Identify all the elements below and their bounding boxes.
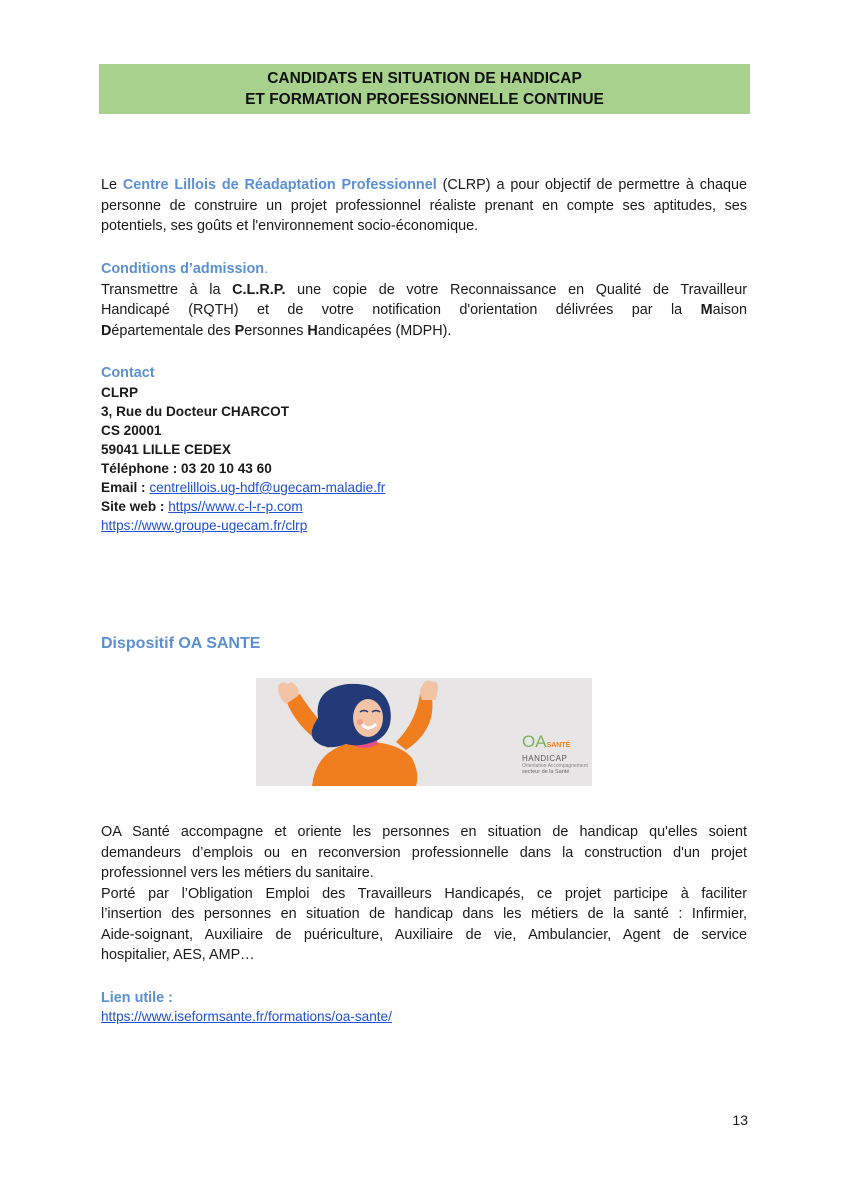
admission-line-2 xyxy=(101,300,747,321)
logo-sante: SANTÉ xyxy=(546,742,571,749)
contact-street: 3, Rue du Docteur CHARCOT xyxy=(101,404,290,419)
admission-text: ersonnes xyxy=(244,322,308,339)
admission-text: épartementale des xyxy=(111,322,235,339)
email-link[interactable]: centrelillois.ug-hdf@ugecam-maladie.fr xyxy=(149,480,386,495)
oa-p1-line-2: demandeurs d’emplois ou en reconversion professionnelle dans la construction d'un projet xyxy=(101,844,747,861)
clrp-abbrev: C.L.R.P. xyxy=(232,281,286,298)
admission-text: une copie de votre Reconnaissance en Qualité de Travailleur xyxy=(285,281,747,298)
oa-sante-banner-image xyxy=(256,678,592,786)
intro-prefix: Le xyxy=(101,177,123,193)
oa-heading: Dispositif OA SANTE xyxy=(101,635,261,652)
ugecam-link[interactable]: https://www.groupe-ugecam.fr/clrp xyxy=(101,518,308,533)
useful-link-row xyxy=(101,1007,747,1026)
intro-line-1-rest: (CLRP) a pour objectif de permettre à chaque xyxy=(436,177,747,193)
org-name: Centre Lillois de Réadaptation Professionnel xyxy=(122,177,437,193)
email-label: Email : xyxy=(101,480,150,495)
oa-p2-line-2: l’insertion des personnes en situation de handicap dans les métiers de la santé : Infirmier, xyxy=(101,906,747,922)
website-link[interactable]: https//www.c-l-r-p.com xyxy=(168,499,303,514)
bold-initial: P xyxy=(234,322,245,339)
logo-tagline-2: secteur de la Santé xyxy=(522,769,570,775)
contact-cs: CS 20001 xyxy=(101,423,162,438)
admission-text: Handicapé (RQTH) et de votre notification d'orientation délivrées par la xyxy=(101,302,701,318)
contact-web2-row xyxy=(101,516,747,535)
intro-line-2: personne de construire un projet professionnel réaliste prenant en compte ses aptitudes, ses xyxy=(101,197,747,214)
logo-oa: OA xyxy=(522,732,547,751)
title-banner xyxy=(99,64,750,114)
logo-handicap: HANDICAP xyxy=(522,754,568,763)
intro-paragraph xyxy=(101,175,747,237)
admission-line-1 xyxy=(101,280,747,301)
contact-name: CLRP xyxy=(101,385,139,400)
admission-heading-text: Conditions d’admission xyxy=(101,261,265,277)
oa-p2-line-4: hospitalier, AES, AMP… xyxy=(101,947,255,963)
useful-link-section xyxy=(101,989,747,1026)
contact-section xyxy=(101,364,747,535)
admission-text: andicapées (MDPH). xyxy=(317,322,452,339)
oa-description xyxy=(101,822,747,966)
logo-tagline-1: Orientation Accompagnement xyxy=(522,763,588,769)
intro-line-1 xyxy=(101,175,747,196)
bold-initial: M xyxy=(700,302,713,318)
bold-initial: H xyxy=(307,322,318,339)
admission-section xyxy=(101,259,747,341)
contact-city: 59041 LILLE CEDEX xyxy=(101,442,231,457)
oa-sante-link[interactable]: https://www.iseformsante.fr/formations/oa-sante/ xyxy=(101,1009,392,1024)
intro-line-3: potentiels, ses goûts et l'environnement socio-économique. xyxy=(101,218,479,234)
admission-text: aison xyxy=(712,302,747,318)
title-line-1: CANDIDATS EN SITUATION DE HANDICAP xyxy=(267,70,582,87)
oa-p2-line-3: Aide-soignant, Auxiliaire de puériculture, Auxiliaire de vie, Ambulancier, Agent de service xyxy=(101,926,747,943)
page-number: 13 xyxy=(732,1112,748,1128)
bold-initial: D xyxy=(101,322,112,339)
title-line-2: ET FORMATION PROFESSIONNELLE CONTINUE xyxy=(245,91,604,108)
logo-title xyxy=(522,734,590,754)
oa-p1-line-1: OA Santé accompagne et oriente les personnes en situation de handicap qu'elles soient xyxy=(101,824,747,840)
oa-p1-line-3: professionnel vers les métiers du sanitaire. xyxy=(101,865,374,881)
contact-web-row xyxy=(101,497,747,516)
admission-heading-dot: . xyxy=(264,261,269,277)
admission-text: Transmettre à la xyxy=(101,281,233,298)
contact-phone: Téléphone : 03 20 10 43 60 xyxy=(101,461,272,476)
admission-line-3 xyxy=(101,321,747,342)
oa-sante-logo xyxy=(522,734,590,775)
admission-heading xyxy=(101,259,747,280)
contact-email-row xyxy=(101,478,747,497)
oa-section-heading xyxy=(101,634,747,655)
contact-heading: Contact xyxy=(101,365,155,381)
useful-link-heading: Lien utile : xyxy=(101,990,173,1006)
web-label: Site web : xyxy=(101,499,169,514)
oa-p2-line-1: Porté par l’Obligation Emploi des Travailleurs Handicapés, ce projet participe à faciliter xyxy=(101,885,747,902)
